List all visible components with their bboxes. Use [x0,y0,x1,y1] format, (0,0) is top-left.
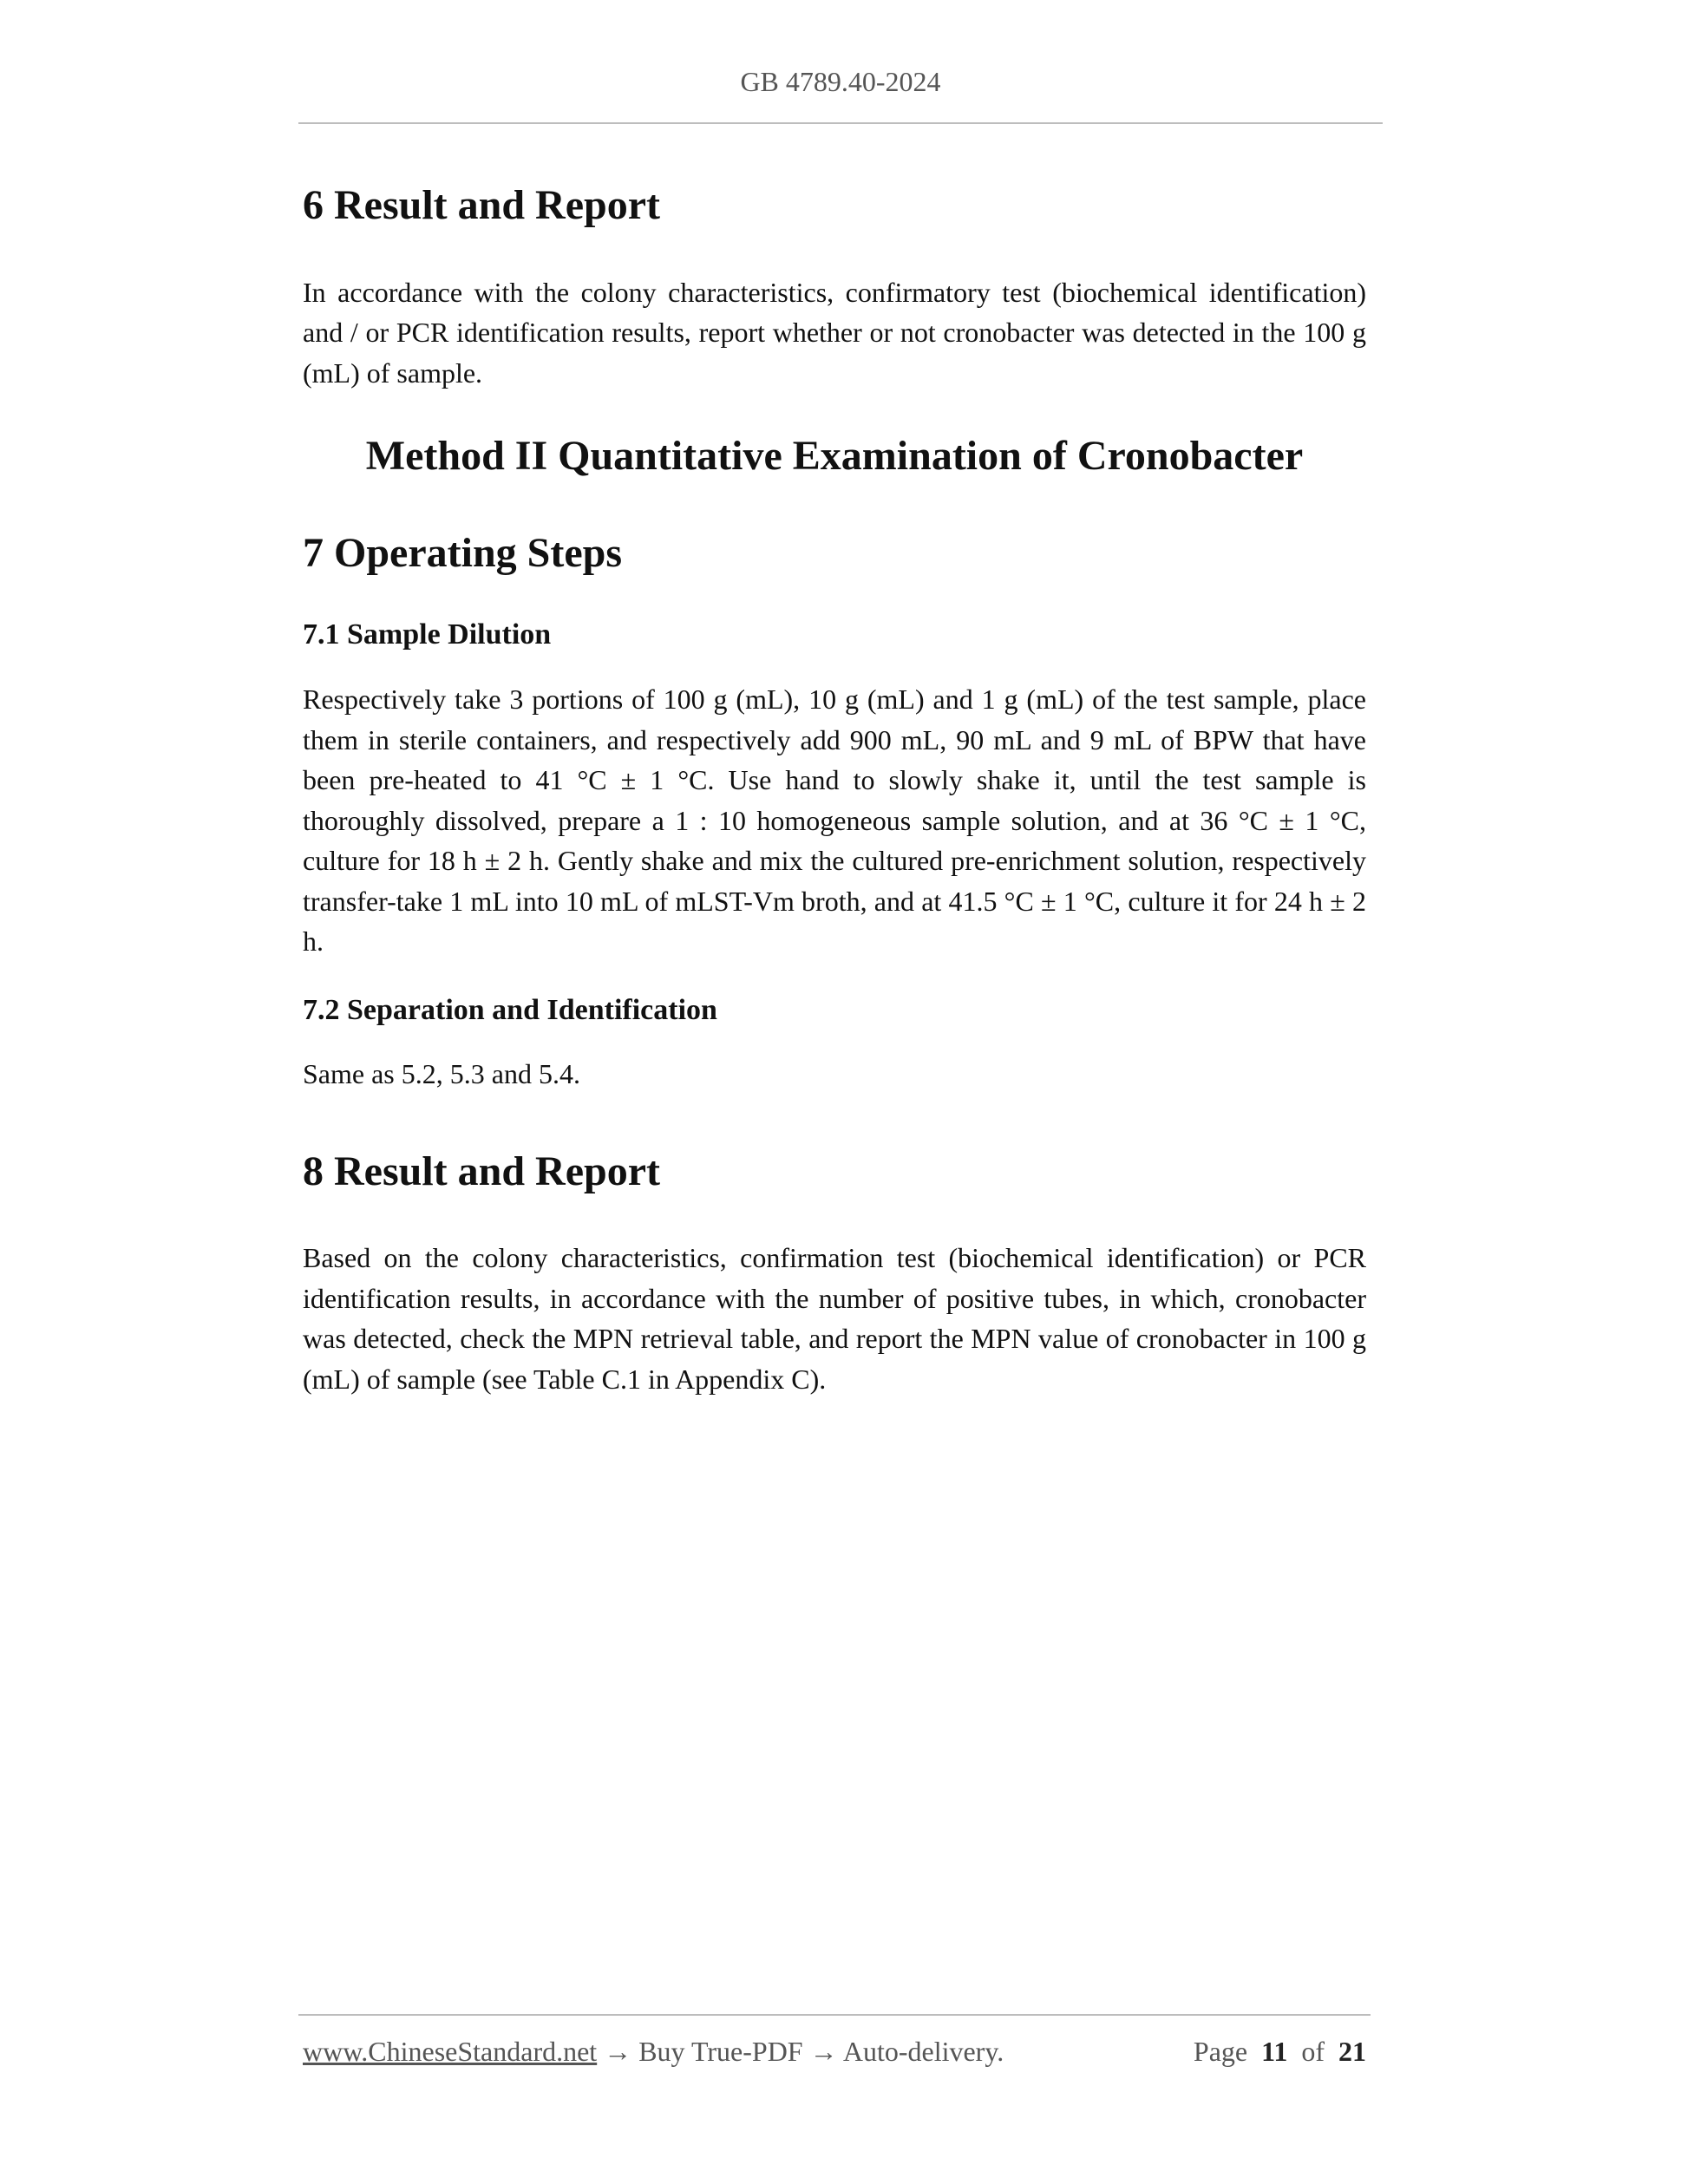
page-content [303,180,1366,1437]
section-7-title: 7 Operating Steps [303,529,623,576]
section-7-1-body: Respectively take 3 portions of 100 g (mL), 10 g (mL) and 1 g (mL) of the test sample, place them in sterile containers, and respectively add 900 mL, 90 mL and 9 mL of BPW that have been pre-heated to 41 °C ± 1 °C. Use hand to slowly shake it, until the test sample is thoroughly dissolved, prepare a 1 : 10 homogeneous sample solution, and at 36 °C ± 1 °C, culture for 18 h ± 2 h. Gently shake and mix the cultured pre-enrichment solution, respectively transfer-take 1 mL into 10 mL of mLST-Vm broth, and at 41.5 °C ± 1 °C, culture it for 24 h ± 2 h. [303,683,1366,958]
page-current: 11 [1261,2036,1288,2067]
page-indicator [1194,2036,1366,2068]
page-label: Page [1193,2036,1248,2067]
website-link[interactable]: www.ChineseStandard.net [303,2036,598,2067]
section-7-2-body: Same as 5.2, 5.3 and 5.4. [303,1058,580,1090]
section-6-body: In accordance with the colony characteristics, confirmatory test (biochemical identification) and / or PCR identification results, report whether or not cronobacter was detected in the 100 g (mL) of sample. [303,276,1366,389]
footer-divider [298,2014,1371,2016]
doc-code: GB 4789.40-2024 [740,66,941,97]
footer-promo-text: → Buy True-PDF → Auto-delivery. [597,2036,1004,2067]
section-7-1-title: 7.1 Sample Dilution [303,618,552,651]
section-8-body: Based on the colony characteristics, confirmation test (biochemical identification) or PCR identification results, in accordance with the number of positive tubes, in which, cronobacter was detected, check the MPN retrieval table, and report the MPN value of cronobacter in 100 g (mL) of sample (see Table C.1 in Appendix C). [303,1242,1366,1395]
section-8-title: 8 Result and Report [303,1148,661,1194]
page-total: 21 [1338,2036,1366,2067]
header-divider [298,122,1383,124]
page-footer [303,2036,1366,2068]
section-6-title: 6 Result and Report [303,182,661,228]
section-7-2-title: 7.2 Separation and Identification [303,993,717,1026]
page-header [298,66,1383,98]
footer-promo [303,2036,1004,2068]
method-2-title: Method II Quantitative Examination of Cronobacter [365,433,1304,480]
page-of-label: of [1301,2036,1325,2067]
